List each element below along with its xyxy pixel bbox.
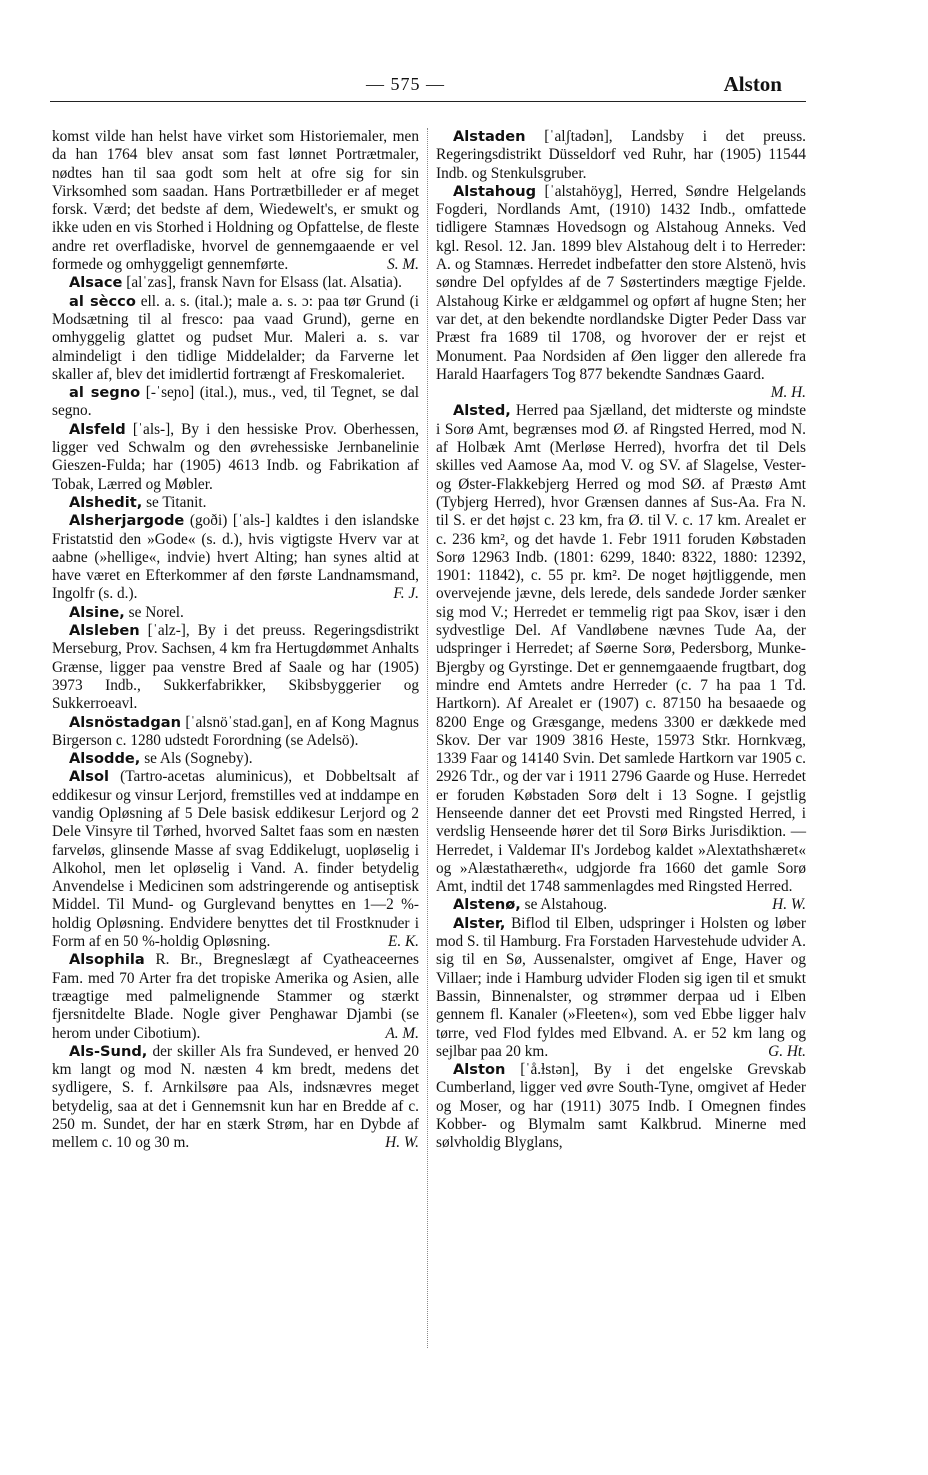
entry-text: komst vilde han helst have virket som Historiemaler, men da han 1764 blev ansat som fast lønnet Portrætmaler, nødtes han til saa godt som helt at ofre sig for sin Virksomhed som saadan. Hans Portrætbilleder er af meget forsk. Værd; det bedste af dem, Wiedewelt's, er smukt og ikke uden en vis Storhed i Holdning og Opfattelse, de fleste andre ret overfladiske, hvorvel de gennemgaaende er vel formede og omhyggeligt gennemførte. xyxy=(52,128,419,274)
entry-alsace xyxy=(52,274,419,292)
entry-text: [ˈalsnöˈstad.gan], en af Kong Magnus Birgerson c. 1280 udstedt Forordning (se Adelsö). xyxy=(52,713,419,749)
entry-signature: M. H. xyxy=(770,384,806,402)
entry-headword: Alsodde, xyxy=(69,750,141,768)
entry-text: der skiller Als fra Sundeved, er henved 20 km langt og mod N. næsten 4 km bredt, medens det sydligere, S. f. Arnkilsøre paa Als, indsnævres meget betydelig, saa at det i Gennemsnit kun har en Bredde af c. 250 m. Sundet, der har en stærk Strøm, har en Dybde af mellem c. 10 og 30 m. xyxy=(52,1042,419,1152)
entry-al-segno xyxy=(52,384,419,421)
entry-text: [-ˈseɲo] (ital.), mus., ved, til Tegnet, se dal segno. xyxy=(52,384,419,420)
entry-headword: Alsine, xyxy=(69,603,125,621)
entry-headword: Alstaden xyxy=(453,128,526,145)
entry-text: (goði) [ˈals-] kaldtes i den islandske Fristatstid den »Gode« (s. d.), hvis vigtigste Hverv var at aabne (»hellige«, indvie) hvert Alting; han synes altid at have været en Efterkommer af den første Landnamsmand, Ingolfr (s. d.). xyxy=(52,512,420,603)
entry-text: Biflod til Elben, udspringer i Holsten og løber mod S. til Hamburg. Fra Forstaden Harvestehude udvider A. sig til en Sø, Aussenalster, omgivet af Enge, Haver og Villaer; inde i Hamburg udvider Floden sig igen til et smukt Bassin, Binnenalster, og strømmer derpaa ud i Elben gennem fl. Kanaler (»Fleeten«), som ved Ebbe ligger halv tørre, ved Flod fyldes med Elbvand. A. er 52 km lang og sejlbar paa 20 km. xyxy=(436,914,806,1060)
entry-text: (Tartro-acetas aluminicus), et Dobbeltsalt af eddikesur og vinsur Lerjord, fremstilles ved at inddampe en vandig Opløsning af 5 Dele basisk eddikesur Lerjord og 2 Dele Vinsyre til Tørhed, hvorved Saltet faas som en næsten farveløs, glinsende Masse af svag Eddikelugt, uopløselig i Alkohol, men let opløselig i Vand. A. finder betydelig Anvendelse i Medicinen som adstringerende og antiseptisk Middel. Til Mund- og Gurglevand benyttes en 1—2 %-holdig Opløsning. Endvidere benyttes det til Frostknuder i Form af en 50 %-holdig Opløsning. xyxy=(52,768,419,951)
entry-alstaden xyxy=(436,128,806,183)
entry-signature: F. J. xyxy=(393,585,419,603)
entry-text: [ˈalz-], By i det preuss. Regeringsdistrikt Merseburg, Prov. Sachsen, 4 km fra Hertugdømmet Anhalts Grænse, ligger paa venstre Bred af Saale og har (1905) 3973 Indb., Sukkerfabrikker, Skibsbyggerier og Sukkerroeavl. xyxy=(52,622,419,713)
entry-alstahoug xyxy=(436,183,806,403)
entry-headword: Alsol xyxy=(69,768,110,786)
entry-headword: Alsfeld xyxy=(69,420,126,438)
entry-als-sund xyxy=(52,1043,419,1153)
entry-al-secco xyxy=(52,293,419,384)
header-rule xyxy=(50,101,806,102)
entry-headword: Alsophila xyxy=(69,951,145,969)
entry-alster xyxy=(436,915,806,1061)
entry-alsfeld xyxy=(52,421,419,494)
entry-alsophila xyxy=(52,951,419,1042)
entry-text: R. Br., Bregneslægt af Cyatheaceernes Fam. med 70 Arter fra det tropiske Amerika og Asien, alle træagtige med palmelignende Stammer og stærkt fjersnitdelte Blade. Nogle giver Penghawar Djambi (se herom under Cibotium). xyxy=(52,951,419,1042)
entry-text: [alˈzas], fransk Navn for Elsass (lat. Alsatia). xyxy=(126,274,402,292)
entry-alsleben xyxy=(52,622,419,713)
entry-continuation xyxy=(52,128,419,274)
entry-headword: al sècco xyxy=(69,292,136,310)
entry-signature: H. W. xyxy=(772,896,806,914)
entry-signature: G. Ht. xyxy=(768,1042,806,1060)
entry-text: [ˈals-], By i den hessiske Prov. Oberhessen, ligger ved Schwalm og den øvrehessiske Jernbanelinie Gieszen-Fulda; har (1905) 4613 Indb. og Fabrikation af Tobak, Lærred og Møbler. xyxy=(52,420,419,493)
entry-signature: S. M. xyxy=(387,256,419,274)
entry-text: se Als (Sogneby). xyxy=(144,750,253,768)
entry-signature: E. K. xyxy=(387,933,419,951)
entry-text: [ˈalʃtadən], Landsby i det preuss. Regeringsdistrikt Düsseldorf ved Ruhr, har (1905) 11544 Indb. og Stenkulsgruber. xyxy=(436,128,806,182)
right-column xyxy=(436,128,806,1153)
entry-signature: H. W. xyxy=(385,1134,419,1152)
page-header xyxy=(0,60,928,100)
entry-headword: Alsted, xyxy=(453,402,511,420)
entry-alshedit xyxy=(52,494,419,512)
entry-alsodde xyxy=(52,750,419,768)
entry-headword: Alston xyxy=(453,1061,506,1079)
column-divider xyxy=(427,128,428,1348)
running-head: Alston xyxy=(723,72,782,96)
entry-alston xyxy=(436,1061,806,1152)
entry-headword: Alshedit, xyxy=(69,493,143,511)
entry-text: se Norel. xyxy=(128,603,184,621)
entry-signature: A. M. xyxy=(385,1024,419,1042)
entry-headword: Alstenø, xyxy=(453,896,521,914)
left-column xyxy=(52,128,419,1153)
entry-alsherjargode xyxy=(52,512,419,603)
page-number: — 575 — xyxy=(366,74,445,94)
entry-headword: Alsleben xyxy=(69,622,140,640)
entry-headword: al segno xyxy=(69,384,141,402)
entry-alsol xyxy=(52,768,419,951)
entry-text: Herred paa Sjælland, det midterste og mindste i Sorø Amt, begrænses mod Ø. af Ringsted Herred, mod N. af Holbæk Amt (Merløse Herred), hvorfra det til Dels skilles ved Aamose Aa, mod V. og SV. af Slagelse, Vester- og Øster-Flakkebjerg Herred og mod SØ. af Præstø Amt (Tybjerg Herred), hvor Grænsen dannes af Sus-Aa. Fra N. til S. er det højst c. 23 km, fra Ø. til V. c. 17 km. Arealet er c. 236 km², og det havde 1. Febr 1911 foruden Købstaden Sorø 12963 Indb. (1801: 6299, 1840: 8322, 1880: 12392, 1901: 11842), c. 55 pr. km². De noget højtliggende, men overvejende jævne, dels lerede, dels sandede Jorder sænker sig mod V.; Herredet er temmelig rigt paa Skov, især i den sydvestlige Del. Af Vandløbene nævnes Tude Aa, der udspringer i Herredet; af Søerne Sorø, Pedersborg, Munke-Bjergby og Gyrstinge. Det er gennemgaaende frugtbart, dog mindre end Amtets andre Herreder (c. 7 ha paa 1 Td. Hartkorn). Af Arealet er (1907) c. 87150 ha besaaede og 8200 Enge og Græsgange, medens 3300 er dækkede med Skov. Der var 1909 3816 Heste, 15973 Stkr. Hornkvæg, 1339 Faar og 14140 Svin. Det samlede Hartkorn var 1905 c. 2926 Tdr., og der var i 1911 2796 Gaarde og Huse. Herredet er foruden Købstaden Sorø delt i 13 Sogne. I gejstlig Henseende danner det eet Provsti med Ringsted Herred, i verdslig Henseende hører det til Sorø Birks Jurisdiktion. — Herredet, i Valdemar II's Jordebog kaldet »Alextathshæret« og »Alæstathæreth«, udgjorde fra 1660 det gamle Sorø Amt, indtil det 1748 sammenlagdes med Ringsted Herred. xyxy=(436,402,806,896)
entry-alsnostadgan xyxy=(52,714,419,751)
entry-headword: Alsace xyxy=(69,274,123,292)
entry-text: [ˈå.ɫstən], By i det engelske Grevskab Cumberland, ligger ved øvre South-Tyne, omgivet af Heder og Moser, og har (1911) 3075 Indb. I Omegnen findes Kobber- og Blymalm samt Kalkbrud. Minerne med sølvholdig Blyglans, xyxy=(436,1061,807,1152)
entry-text: ell. a. s. (ital.); male a. s. ɔ: paa tør Grund (i Modsætning til al fresco: paa vaad Grund), gerne en omhyggelig glattet og pudset Mur. Maleri a. s. var almindeligt i den tidlige Middelalder; da Farverne let skaller af, blev det imidlertid fortrængt af Freskomaleriet. xyxy=(52,292,420,383)
entry-alsine xyxy=(52,604,419,622)
entry-headword: Alsherjargode xyxy=(69,512,185,530)
entry-headword: Alsnöstadgan xyxy=(69,713,182,731)
entry-headword: Als-Sund, xyxy=(69,1042,148,1060)
entry-text: [ˈalstahöyg], Herred, Søndre Helgelands Fogderi, Nordlands Amt, (1910) 1432 Indb., omfattede tidligere Stamnæs Hovedsogn og Alstahoug Anneks. Ved kgl. Resol. 12. Jan. 1899 blev Alstahoug delt i to Herreder: A. og Stamnæs. Herredet indbefatter den store Alstenö, hvis søndre Del opfyldes af de 7 Søstertinders mægtige Fjelde. Alstahoug Kirke er ældgammel og opført af hugne Sten; her var det, at den bekendte nordlandske Digter Peder Dass var Præst fra 1689 til 1708, og hvorover der er rejst et Monument. Paa Nordsiden af Øen ligger den allerede fra Harald Haarfagers Tog 877 bekendte Sandnæs Gaard. xyxy=(436,182,806,383)
entry-headword: Alstahoug xyxy=(453,182,537,200)
entry-text: se Alstahoug. xyxy=(524,896,608,914)
entry-text: se Titanit. xyxy=(146,493,207,511)
entry-headword: Alster, xyxy=(453,914,506,932)
